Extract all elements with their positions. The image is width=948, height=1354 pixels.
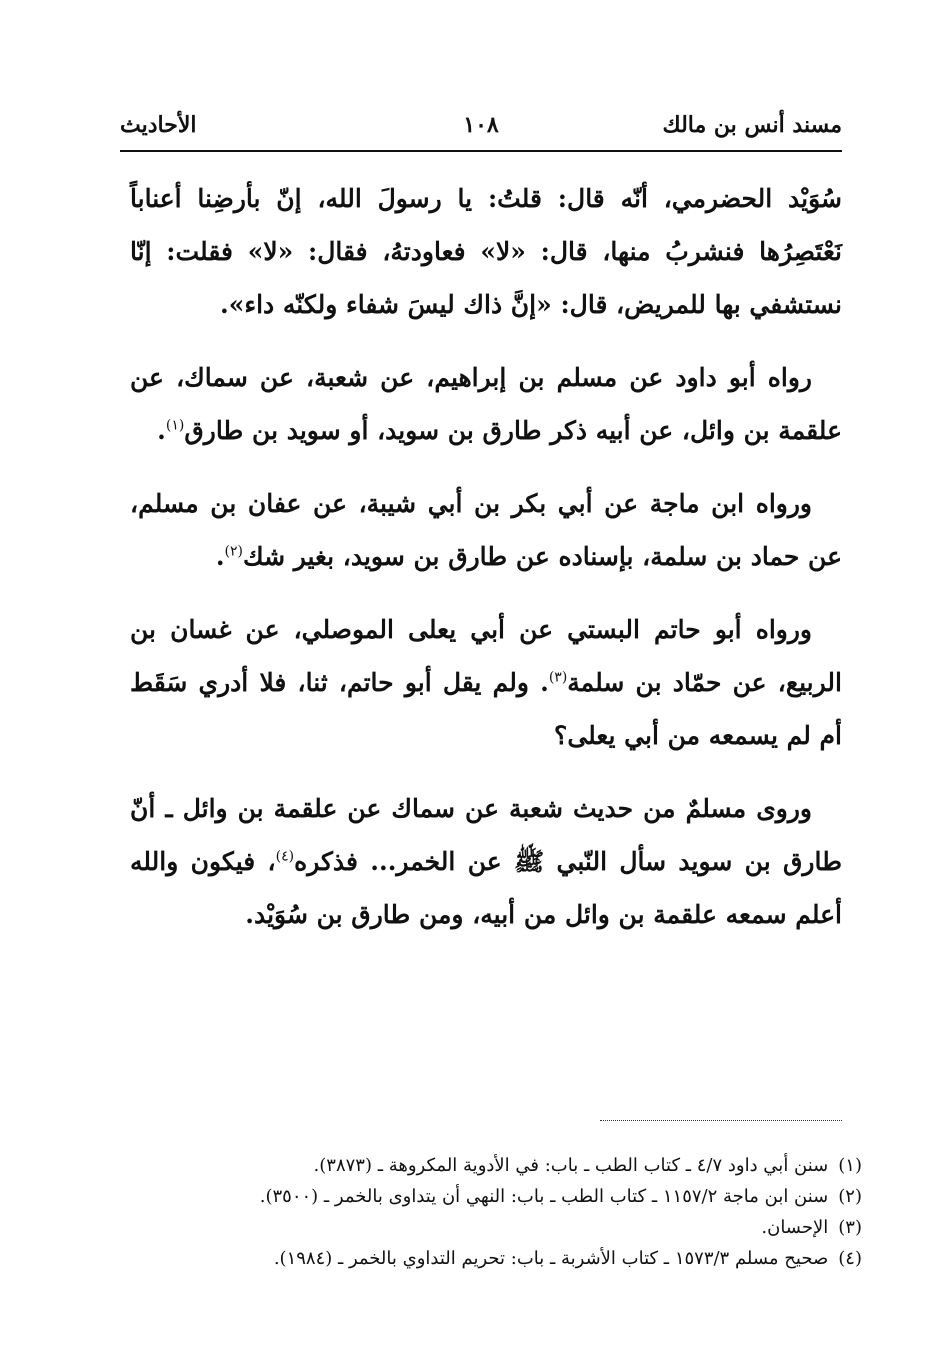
- footnote-ref: (٤): [275, 848, 295, 865]
- header-rule: [120, 150, 842, 152]
- paragraph-text: ورواه أبو حاتم البستي عن أبي يعلى الموصلي، عن غسان بن الربيع، عن حمّاد بن سلمة: [130, 615, 842, 697]
- paragraph-5: [130, 782, 842, 941]
- footnote-ref: (٢): [224, 543, 243, 560]
- book-title: مسند أنس بن مالك: [662, 112, 842, 138]
- paragraph-tail: ، فيكون والله أعلم سمعه علقمة بن وائل من أبيه، ومن طارق بن سُوَيْد.: [130, 847, 842, 929]
- paragraph-2: [130, 351, 842, 457]
- footnote-number: (٤): [838, 1248, 862, 1269]
- footnotes: [150, 1150, 862, 1274]
- footnote-ref: (٣): [548, 669, 568, 686]
- footnote-ref: (١): [165, 417, 185, 434]
- footnote-text: سنن ابن ماجة ١١٥٧/٢ ـ كتاب الطب ـ باب: النهي أن يتداوى بالخمر ـ (٣٥٠٠).: [259, 1186, 829, 1207]
- page-number: ١٠٨: [463, 112, 499, 138]
- footnote-2: [150, 1181, 862, 1212]
- footnote-1: [150, 1150, 862, 1181]
- paragraph-text: ورواه ابن ماجة عن أبي بكر بن أبي شيبة، عن عفان بن مسلم، عن حماد بن سلمة، بإسناده عن طارق بن سويد، بغير شك: [130, 489, 842, 571]
- footnote-text: سنن أبي داود ٤/٧ ـ كتاب الطب ـ باب: في الأدوية المكروهة ـ (٣٨٧٣).: [313, 1155, 829, 1176]
- paragraph-1: [130, 172, 842, 331]
- paragraph-text: رواه أبو داود عن مسلم بن إبراهيم، عن شعبة، عن سماك، عن علقمة بن وائل، عن أبيه ذكر طارق بن سويد، أو سويد بن طارق: [130, 363, 842, 445]
- paragraph-tail: .: [157, 416, 166, 445]
- footnote-separator: [600, 1120, 842, 1121]
- paragraph-text: سُوَيْد الحضرمي، أنّه قال: قلتُ: يا رسولَ الله، إنّ بأرضِنا أعناباً نَعْتَصِرُها فنشربُ منها، قال: «لا» فعاودتهُ، فقال: «لا» فقلت: إنّا نستشفي بها للمريض، قال: «إنَّ ذاك ليسَ شفاء ولكنّه داء».: [130, 184, 842, 319]
- paragraph-text: وروى مسلمٌ من حديث شعبة عن سماك عن علقمة بن وائل ـ أنّ طارق بن سويد سأل النّبي ﷺ عن الخمر... فذكره: [130, 794, 842, 876]
- paragraph-tail: . ولم يقل أبو حاتم، ثنا، فلا أدري سَقَط أم لم يسمعه من أبي يعلى؟: [130, 668, 842, 750]
- running-header: [120, 108, 842, 144]
- footnote-text: صحيح مسلم ١٥٧٣/٣ ـ كتاب الأشربة ـ باب: تحريم التداوي بالخمر ـ (١٩٨٤).: [273, 1248, 829, 1269]
- footnote-text: الإحسان.: [761, 1217, 829, 1238]
- footnote-3: [150, 1212, 862, 1243]
- section-title: الأحاديث: [120, 112, 197, 138]
- paragraph-4: [130, 603, 842, 762]
- main-text: [130, 172, 842, 961]
- footnote-number: (٢): [838, 1186, 862, 1207]
- paragraph-3: [130, 477, 842, 583]
- footnote-number: (١): [838, 1155, 862, 1176]
- paragraph-tail: .: [215, 542, 225, 571]
- footnote-number: (٣): [838, 1217, 862, 1238]
- footnote-4: [150, 1243, 862, 1274]
